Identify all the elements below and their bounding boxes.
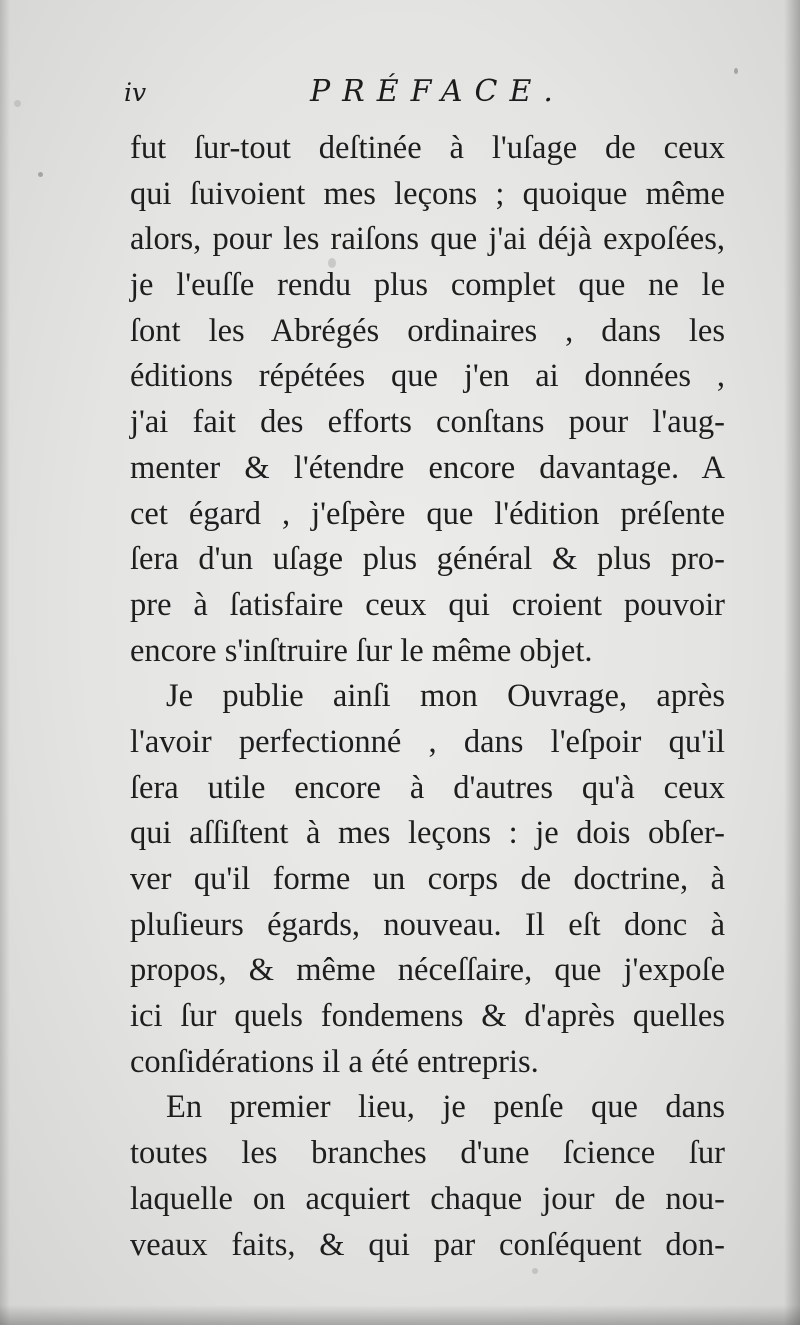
text-line: encore s'inſtruire ſur le même objet. — [130, 632, 593, 669]
body-text — [130, 126, 725, 1268]
text-line: toutes les branches d'une ſcience ſur — [130, 1135, 725, 1172]
text-line: menter & l'étendre encore davantage. A — [130, 449, 725, 486]
text-line: ſera utile encore à d'autres qu'à ceux — [130, 769, 725, 806]
text-line: ſera d'un uſage plus général & plus pro- — [130, 541, 725, 578]
text-line: l'avoir perfectionné , dans l'eſpoir qu'il — [130, 723, 725, 760]
text-line: veaux faits, & qui par conſéquent don- — [130, 1226, 725, 1263]
text-line: laquelle on acquiert chaque jour de nou- — [130, 1180, 725, 1217]
text-line: ici ſur quels fondemens & d'après quelles — [130, 998, 725, 1035]
page-number: iv — [124, 78, 147, 107]
text-line: ver qu'il forme un corps de doctrine, à — [130, 861, 725, 897]
running-head: PRÉFACE. — [310, 74, 565, 109]
text-line: ſont les Abrégés ordinaires , dans les — [130, 312, 725, 349]
text-line: j'ai fait des efforts conſtans pour l'aug- — [130, 404, 725, 441]
text-line: pre à ſatisfaire ceux qui croient pouvoir — [130, 586, 725, 623]
text-line: cet égard , j'eſpère que l'édition préſente — [130, 495, 725, 532]
page-header — [124, 74, 724, 114]
page-right-shadow — [784, 0, 800, 1325]
text-line: qui ſuivoient mes leçons ; quoique même — [130, 175, 725, 212]
page-bottom-shadow — [0, 1305, 800, 1325]
text-line: En premier lieu, je penſe que dans — [166, 1089, 725, 1126]
text-line: fut ſur-tout deſtinée à l'uſage de ceux — [130, 130, 725, 166]
paper-speck — [14, 100, 21, 107]
text-line: éditions répétées que j'en ai données , — [130, 358, 725, 395]
paper-speck — [734, 68, 738, 74]
paper-speck — [532, 1268, 538, 1274]
text-line: alors, pour les raiſons que j'ai déjà expoſées, — [130, 221, 725, 258]
text-line: pluſieurs égards, nouveau. Il eſt donc à — [130, 906, 725, 943]
text-line: je l'euſſe rendu plus complet que ne le — [130, 267, 725, 304]
text-line: Je publie ainſi mon Ouvrage, après — [166, 678, 725, 715]
text-line: qui aſſiſtent à mes leçons : je dois obſer- — [130, 815, 725, 852]
page-left-shadow — [0, 0, 10, 1325]
text-line: propos, & même néceſſaire, que j'expoſe — [130, 952, 725, 989]
paper-speck — [38, 172, 43, 177]
text-line: conſidérations il a été entrepris. — [130, 1043, 539, 1080]
